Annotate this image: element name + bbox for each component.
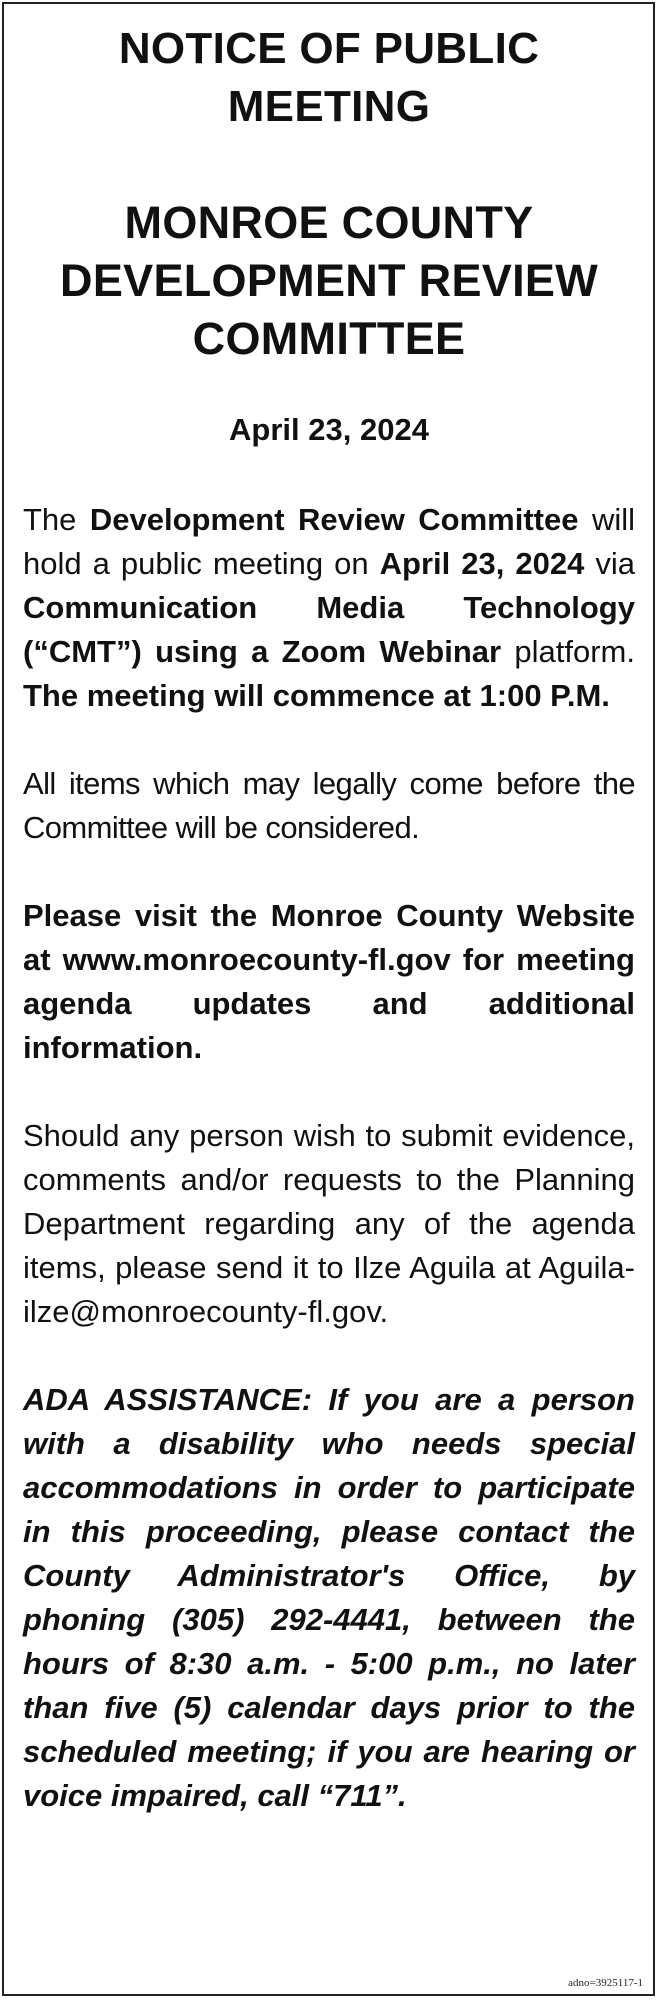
meeting-platform: Communication Media Technology (“CMT”) using a Zoom Webinar [23,590,635,669]
ad-number: adno=3925117-1 [568,1977,643,1989]
details-text: will hold a public meeting on [23,502,635,581]
notice-title: NOTICE OF PUBLIC MEETING [118,24,540,131]
submission-info-paragraph: Should any person wish to submit evidence, comments and/or requests to the Planning Department regarding any of the agenda items, please send it to Ilze Aguila at Aguila-ilze@monroecounty-fl.gov. [23,1118,635,1329]
website-info-paragraph: Please visit the Monroe County Website at www.monroecounty-fl.gov for meeting agenda updates and additional information. [23,898,635,1065]
meeting-details-paragraph [23,498,635,718]
meeting-date-inline: April 23, 2024 [379,546,585,581]
meeting-start-time: The meeting will commence at 1:00 P.M. [23,678,610,713]
details-text: platform. [501,634,635,669]
committee-reference: Development Review Committee [89,502,579,537]
details-text: via [584,546,635,581]
meeting-date: April 23, 2024 [229,412,429,447]
committee-name: MONROE COUNTY DEVELOPMENT REVIEW COMMITTEE [60,197,598,364]
details-text: The [23,502,90,537]
ada-assistance-paragraph: ADA ASSISTANCE: If you are a person with a disability who needs special accommodations in order to participate in this proceeding, please contact the County Administrator's Office, by phoning (305) 292-4441, between the hours of 8:30 a.m. - 5:00 p.m., no later than five (5) calendar days prior to the scheduled meeting; if you are hearing or voice impaired, call “711”. [23,1382,635,1813]
items-considered-paragraph: All items which may legally come before the Committee will be considered. [23,766,635,845]
notice-content [23,20,635,1818]
